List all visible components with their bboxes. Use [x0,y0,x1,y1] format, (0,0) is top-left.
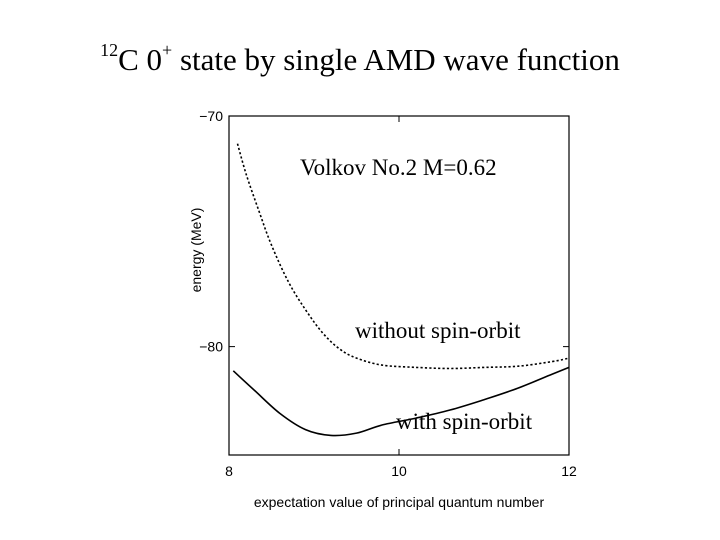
title-parity: + [162,40,173,60]
x-axis-label: expectation value of principal quantum number [253,494,545,510]
x-tick-labels [225,463,577,479]
x-tick-label: 10 [391,463,407,479]
y-axis-label: energy (MeV) [188,207,204,293]
title-state: 0 [146,42,163,77]
title-nucleus: C [118,42,139,77]
title-text: state by single AMD wave function [179,42,620,77]
annotation-model: Volkov No.2 M=0.62 [300,155,497,180]
series-layer [233,144,569,436]
annotation-without-spin-orbit: without spin-orbit [355,318,521,343]
x-tick-label: 8 [225,463,233,479]
y-tick-label: −80 [199,338,223,355]
annotation-with-spin-orbit: with spin-orbit [396,409,533,434]
y-tick-label: −70 [199,108,223,124]
x-tick-label: 12 [561,463,577,479]
title-mass-number: 12 [100,40,119,60]
